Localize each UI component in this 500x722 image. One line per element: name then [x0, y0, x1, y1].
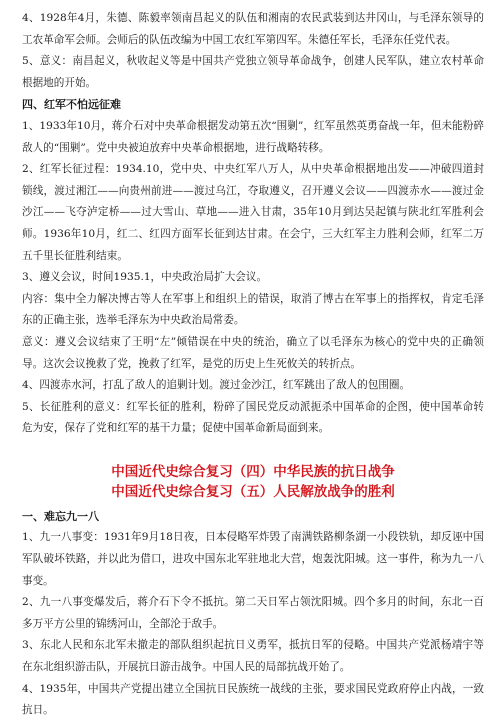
long-march-item-4: 4、四渡赤水河，打乱了敌人的追剿计划。渡过金沙江，红军跳出了敌人的包围圈。 — [22, 379, 411, 392]
paragraph-jinggangshan-meeting: 4、1928年4月，朱德、陈毅率领南昌起义的队伍和湘南的农民武装到达井冈山，与毛泽东领导的工农革命军会师。会师后的队伍改编为中国工农红军第四军。朱德任军长，毛泽东任党代表。 — [22, 12, 484, 46]
section-heading-long-march: 四、红军不怕远征难 — [22, 98, 121, 112]
spacer — [22, 440, 484, 462]
long-march-item-2: 2、红军长征过程：1934.10，党中央、中央红军八万人，从中央革命根据地出发——冲破四道封锁线，渡过湘江——向贵州前进——渡过乌江，夺取遵义，召开遵义会议——四渡赤水——渡过金沙江——飞夺泸定桥——过大雪山、草地——进入甘肃，35年10月到达吴起镇与陕北红军胜利会师。1936年10月，红二、红四方面军长征到达甘肃。在会宁，三大红军主力胜利会师，红军二万五千里长征胜利结束。 — [22, 163, 484, 262]
long-march-item-3: 3、遵义会议，时间1935.1，中央政治局扩大会议。 — [22, 271, 268, 284]
long-march-item-1: 1、1933年10月，蒋介石对中央革命根据发动第五次“围剿”，红军虽然英勇奋战一年，但未能粉碎敌人的“围剿”。党中央被迫放弃中央革命根据地，进行战略转移。 — [22, 119, 484, 154]
zunyi-significance: 意义：遵义会议结束了王明“左”倾错误在中央的统治，确立了以毛泽东为核心的党中央的正确领导。这次会议挽救了党，挽救了红军，是党的历史上生死攸关的转折点。 — [22, 335, 484, 370]
incident-918-item-3: 3、东北人民和东北军未撤走的部队组织起抗日义勇军，抵抗日军的侵略。中国共产党派杨靖宇等在东北组织游击队，开展抗日游击战争。中国人民的局部抗战开始了。 — [22, 639, 484, 674]
chapter-title-4: 中国近代史综合复习（四）中华民族的抗日战争 — [111, 463, 395, 480]
incident-918-item-1: 1、九一八事变：1931年9月18日夜，日本侵略军炸毁了南满铁路柳条湖一小段铁轨，却反诬中国军队破坏铁路，并以此为借口，进攻中国东北军驻地北大营，炮轰沈阳城。这一事件，称为九一八事变。 — [22, 531, 484, 587]
section-heading-918: 一、难忘九一八 — [22, 509, 99, 523]
zunyi-content: 内容：集中全力解决博古等人在军事上和组织上的错误，取消了博古在军事上的指挥权，肯定毛泽东的正确主张，选举毛泽东为中央政治局常委。 — [22, 292, 484, 327]
incident-918-item-2: 2、九一八事变爆发后，蒋介石下令不抵抗。第二天日军占领沈阳城。四个多月的时间，东北一百多万平方公里的锦绣河山，全部沦于敌手。 — [22, 596, 484, 630]
incident-918-item-4: 4、1935年，中国共产党提出建立全国抗日民族统一战线的主张，要求国民党政府停止内战，一致抗日。 — [22, 682, 484, 717]
chapter-title-5: 中国近代史综合复习（五）人民解放战争的胜利 — [111, 483, 395, 500]
long-march-item-5: 5、长征胜利的意义：红军长征的胜利，粉碎了国民党反动派扼杀中国革命的企图，使中国革命转危为安，保存了党和红军的基干力量；促使中国革命新局面到来。 — [22, 400, 484, 435]
paragraph-uprising-significance: 5、意义：南昌起义，秋收起义等是中国共产党独立领导革命战争，创建人民军队，建立农村革命根据地的开始。 — [22, 55, 484, 89]
document-page — [22, 8, 484, 722]
